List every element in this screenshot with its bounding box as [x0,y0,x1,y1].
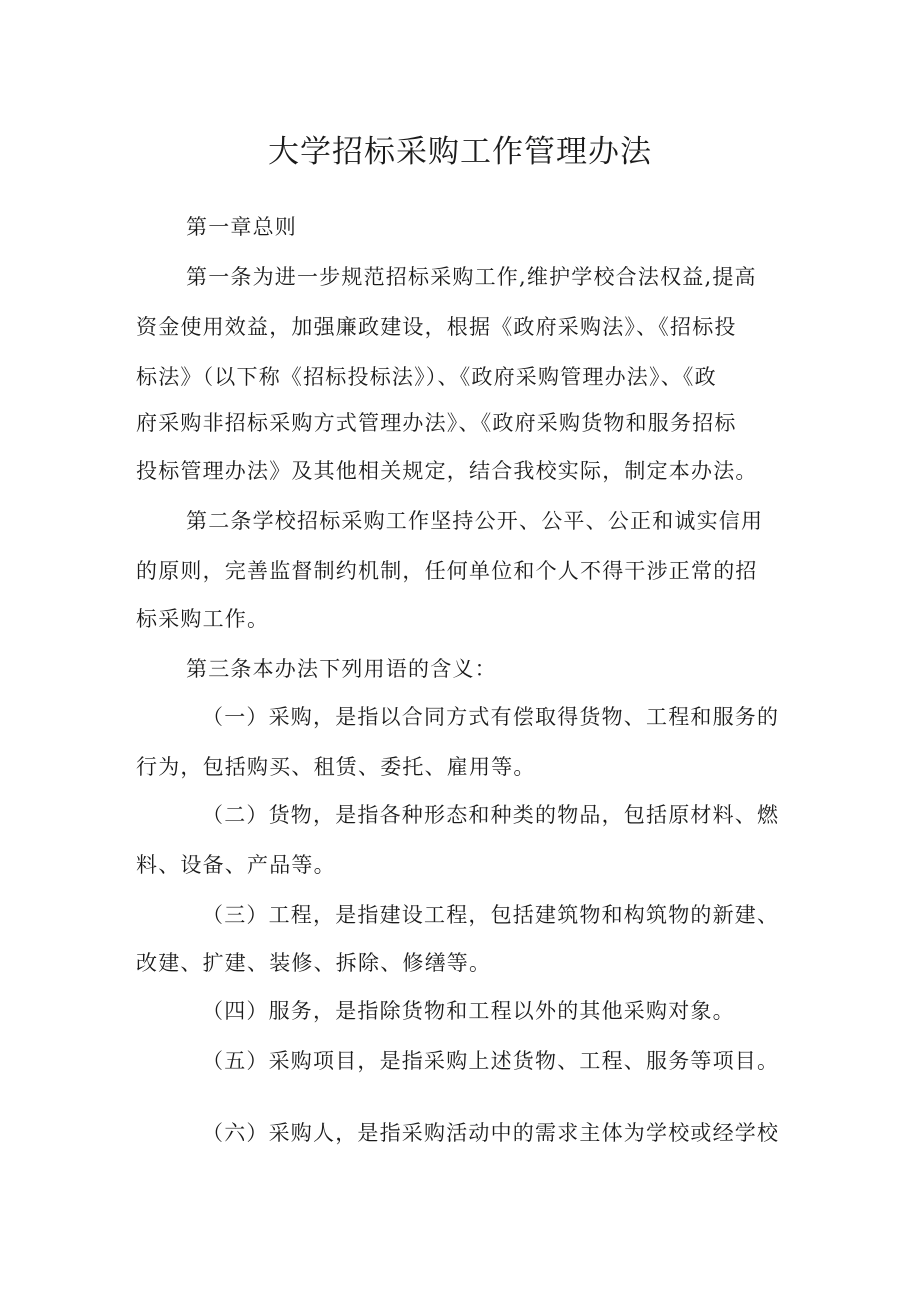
paragraph-line: 改建、扩建、装修、拆除、修缮等。 [136,951,492,975]
paragraph-line: （一）采购，是指以合同方式有偿取得货物、工程和服务的 [202,705,780,729]
paragraph-line: （六）采购人，是指采购活动中的需求主体为学校或经学校 [202,1121,780,1145]
paragraph-line: 第二条学校招标采购工作坚持公开、公平、公正和诚实信用 [186,509,764,533]
paragraph-line: 第一条为进一步规范招标采购工作,维护学校合法权益,提高 [186,265,757,289]
paragraph-line: 标法》（以下称《招标投标法》）、《政府采购管理办法》、《政 [136,365,717,389]
paragraph-line: （三）工程，是指建设工程，包括建筑物和构筑物的新建、 [202,903,780,927]
paragraph-line: 投标管理办法》及其他相关规定，结合我校实际，制定本办法。 [136,459,758,483]
paragraph-line: （二）货物，是指各种形态和种类的物品，包括原材料、燃 [202,803,780,827]
paragraph-line: 的原则，完善监督制约机制，任何单位和个人不得干涉正常的招 [136,559,758,583]
paragraph-line: 资金使用效益，加强廉政建设，根据《政府采购法》、《招标投 [136,315,737,339]
chapter-heading: 第一章总则 [186,215,297,239]
paragraph-line: 标采购工作。 [136,607,270,631]
paragraph-line: 第三条本办法下列用语的含义： [186,657,497,681]
document-title: 大学招标采购工作管理办法 [268,134,652,170]
paragraph-line: 料、设备、产品等。 [136,853,336,877]
paragraph-line: （四）服务，是指除货物和工程以外的其他采购对象。 [202,999,735,1023]
paragraph-line: 府采购非招标采购方式管理办法》、《政府采购货物和服务招标 [136,411,737,435]
paragraph-line: （五）采购项目，是指采购上述货物、工程、服务等项目。 [202,1049,780,1073]
paragraph-line: 行为，包括购买、租赁、委托、雇用等。 [136,755,536,779]
